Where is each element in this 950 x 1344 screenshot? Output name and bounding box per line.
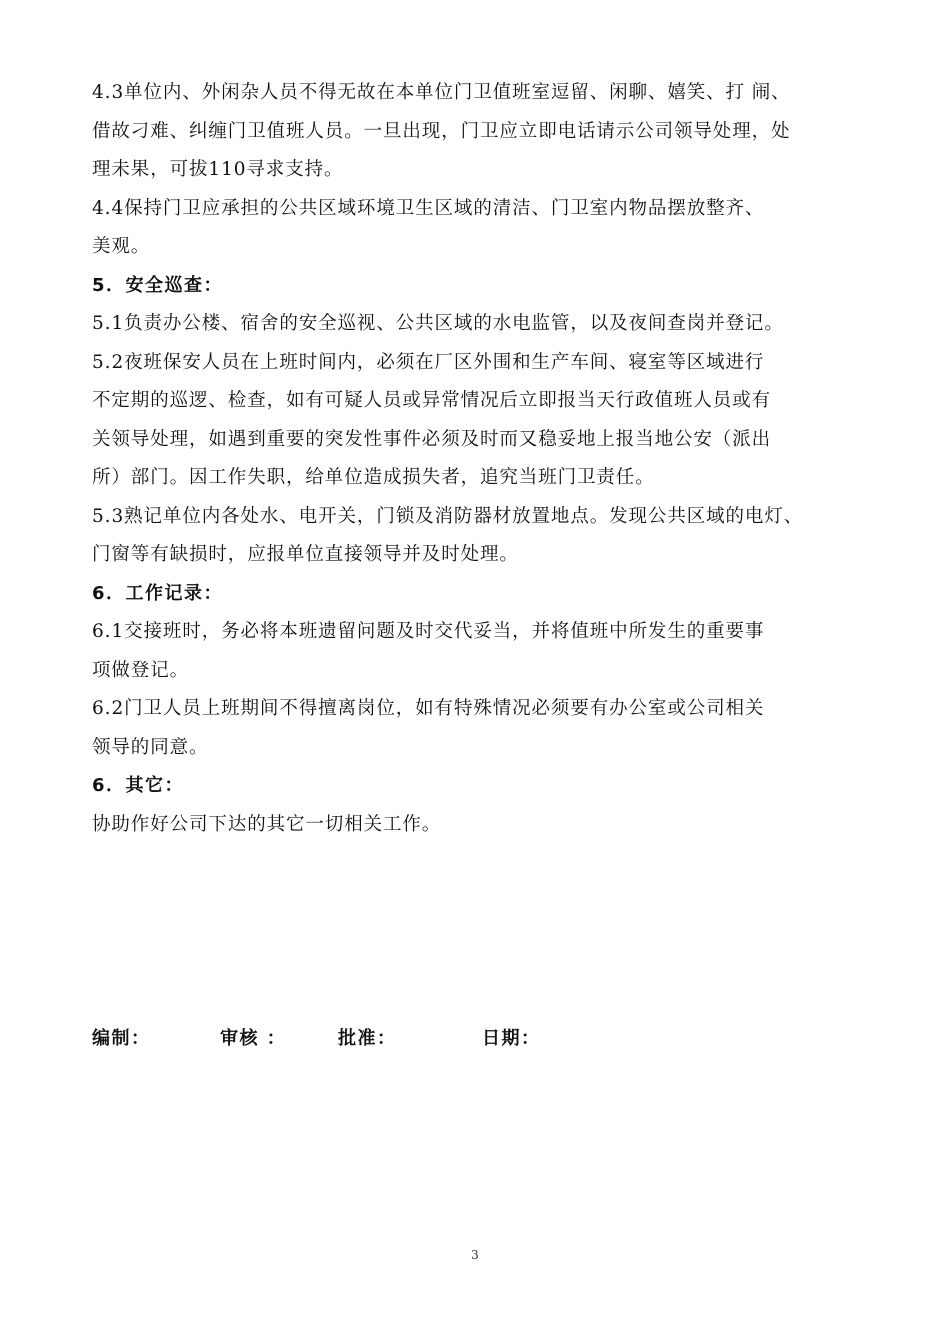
other-clause-line-1: 协助作好公司下达的其它一切相关工作。 bbox=[92, 813, 442, 835]
clause-6-1-line-1: 6.1交接班时，务必将本班遗留问题及时交代妥当，并将值班中所发生的重要事 bbox=[92, 621, 765, 642]
clause-5-2-line-1: 5.2夜班保安人员在上班时间内，必须在厂区外围和生产车间、寝室等区域进行 bbox=[92, 351, 765, 373]
clause-4-3-line-3: 理未果，可拔110寻求支持。 bbox=[92, 159, 344, 180]
page-number: 3 bbox=[471, 1248, 479, 1262]
clause-5-2-line-3: 关领导处理，如遇到重要的突发性事件必须及时而又稳妥地上报当地公安（派出 bbox=[92, 428, 772, 450]
clause-4-3-line-2: 借故刁难、纠缠门卫值班人员。一旦出现，门卫应立即电话请示公司领导处理，处 bbox=[92, 120, 791, 142]
section-5-heading: 5．安全巡查： bbox=[92, 274, 224, 296]
clause-4-4-line-2: 美观。 bbox=[92, 236, 151, 257]
date-label: 日期： bbox=[482, 1028, 541, 1049]
section-6-heading: 6．工作记录： bbox=[92, 582, 224, 604]
signature-row bbox=[92, 1024, 692, 1054]
review-label: 审核 ： bbox=[220, 1028, 287, 1049]
document-body bbox=[92, 74, 872, 844]
clause-6-1-line-2: 项做登记。 bbox=[92, 659, 190, 681]
clause-6-2-line-1: 6.2门卫人员上班期间不得擅离岗位，如有特殊情况必须要有办公室或公司相关 bbox=[92, 698, 765, 719]
clause-5-3-line-2: 门窗等有缺损时，应报单位直接领导并及时处理。 bbox=[92, 544, 519, 565]
clause-4-4-line-1: 4.4保持门卫应承担的公共区域环境卫生区域的清洁、门卫室内物品摆放整齐、 bbox=[92, 197, 765, 219]
clause-5-3-line-1: 5.3熟记单位内各处水、电开关，门锁及消防器材放置地点。发现公共区域的电灯、 bbox=[92, 505, 804, 527]
approve-label: 批准： bbox=[338, 1028, 397, 1049]
clause-5-2-line-4: 所）部门。因工作失职，给单位造成损失者，追究当班门卫责任。 bbox=[92, 467, 655, 488]
compile-label: 编制： bbox=[92, 1028, 151, 1049]
clause-5-1-line-1: 5.1负责办公楼、宿舍的安全巡视、公共区域的水电监管，以及夜间查岗并登记。 bbox=[92, 313, 784, 334]
clause-4-3-line-1: 4.3单位内、外闲杂人员不得无故在本单位门卫值班室逗留、闲聊、嬉笑、打 闹、 bbox=[92, 82, 791, 103]
clause-5-2-line-2: 不定期的巡逻、检查，如有可疑人员或异常情况后立即报当天行政值班人员或有 bbox=[92, 390, 772, 411]
section-other-heading: 6．其它： bbox=[92, 775, 185, 796]
clause-6-2-line-2: 领导的同意。 bbox=[92, 736, 209, 758]
